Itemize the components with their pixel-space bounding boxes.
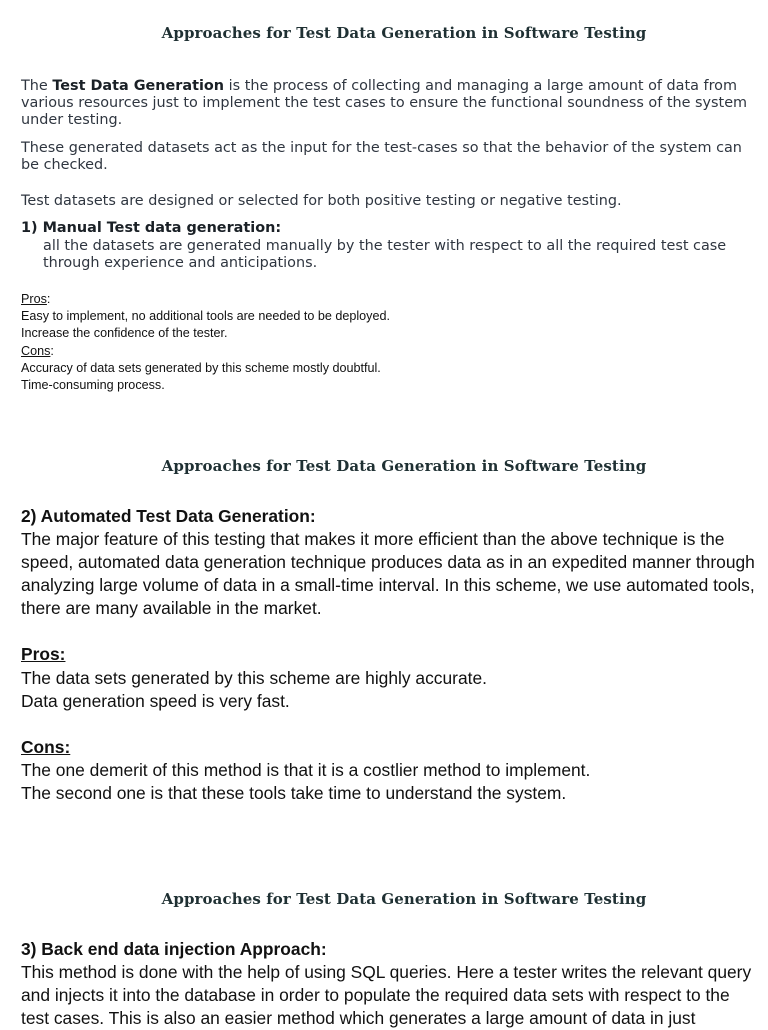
cons-colon: : (50, 343, 54, 358)
manual-pros-cons (21, 291, 721, 394)
backend-section-body: This method is done with the help of using SQL queries. Here a tester writes the relevant query and injects it into the database in order to populate the required data sets with respect to the test cases. This is also an easier method which generates a large amount of data in just (21, 962, 752, 1029)
datasets-paragraph: These generated datasets act as the input for the test-cases so that the behavior of the system can be checked. (21, 140, 742, 173)
intro-prefix: The (21, 78, 53, 94)
pros-label: Pros (21, 292, 47, 306)
automated-cons-item: The second one is that these tools take time to understand the system. (21, 782, 567, 803)
automated-section (21, 505, 756, 805)
automated-cons-item: The one demerit of this method is that it is a costlier method to implement. (21, 759, 591, 780)
automated-pros-item: Data generation speed is very fast. (21, 690, 290, 711)
pros-item: Increase the confidence of the tester. (21, 326, 228, 341)
automated-pros-label: Pros: (21, 644, 66, 665)
automated-cons-label: Cons: (21, 736, 71, 757)
cons-item: Time-consuming process. (21, 378, 165, 393)
cons-heading (21, 343, 721, 360)
automated-section-body: The major feature of this testing that makes it more efficient than the above technique is the speed, automated data generation technique produces data as in an expedited manner through analyzing large volume of data in a small-time interval. In this scheme, we use automated tools, there are many available in the market. (21, 529, 755, 619)
page-heading-2: Approaches for Test Data Generation in Software Testing (161, 457, 647, 475)
pros-colon: : (46, 292, 51, 306)
cons-label: Cons (21, 343, 51, 358)
page-heading-3: Approaches for Test Data Generation in Software Testing (161, 890, 647, 908)
pros-item: Easy to implement, no additional tools are needed to be deployed. (21, 309, 390, 324)
manual-section-body: all the datasets are generated manually by the tester with respect to all the required test case through experience and anticipations. (43, 238, 727, 271)
automated-pros-item: The data sets generated by this scheme are highly accurate. (21, 667, 487, 688)
page-heading-1: Approaches for Test Data Generation in Software Testing (161, 24, 647, 42)
automated-section-heading: 2) Automated Test Data Generation: (21, 506, 316, 526)
backend-section-heading: 3) Back end data injection Approach: (21, 939, 327, 959)
intro-rest: is the process of collecting and managing a large amount of data from various resources just to implement the test cases to ensure the functional soundness of the system under testing. (21, 78, 748, 128)
testing-paragraph: Test datasets are designed or selected for both positive testing or negative testing. (21, 193, 622, 209)
intro-bold-term: Test Data Generation (52, 78, 225, 94)
cons-item: Accuracy of data sets generated by this scheme mostly doubtful. (21, 360, 381, 375)
backend-section (21, 938, 756, 1030)
pros-heading (21, 291, 721, 308)
manual-section-heading: 1) Manual Test data generation: (21, 220, 282, 236)
intro-paragraph (21, 78, 751, 129)
